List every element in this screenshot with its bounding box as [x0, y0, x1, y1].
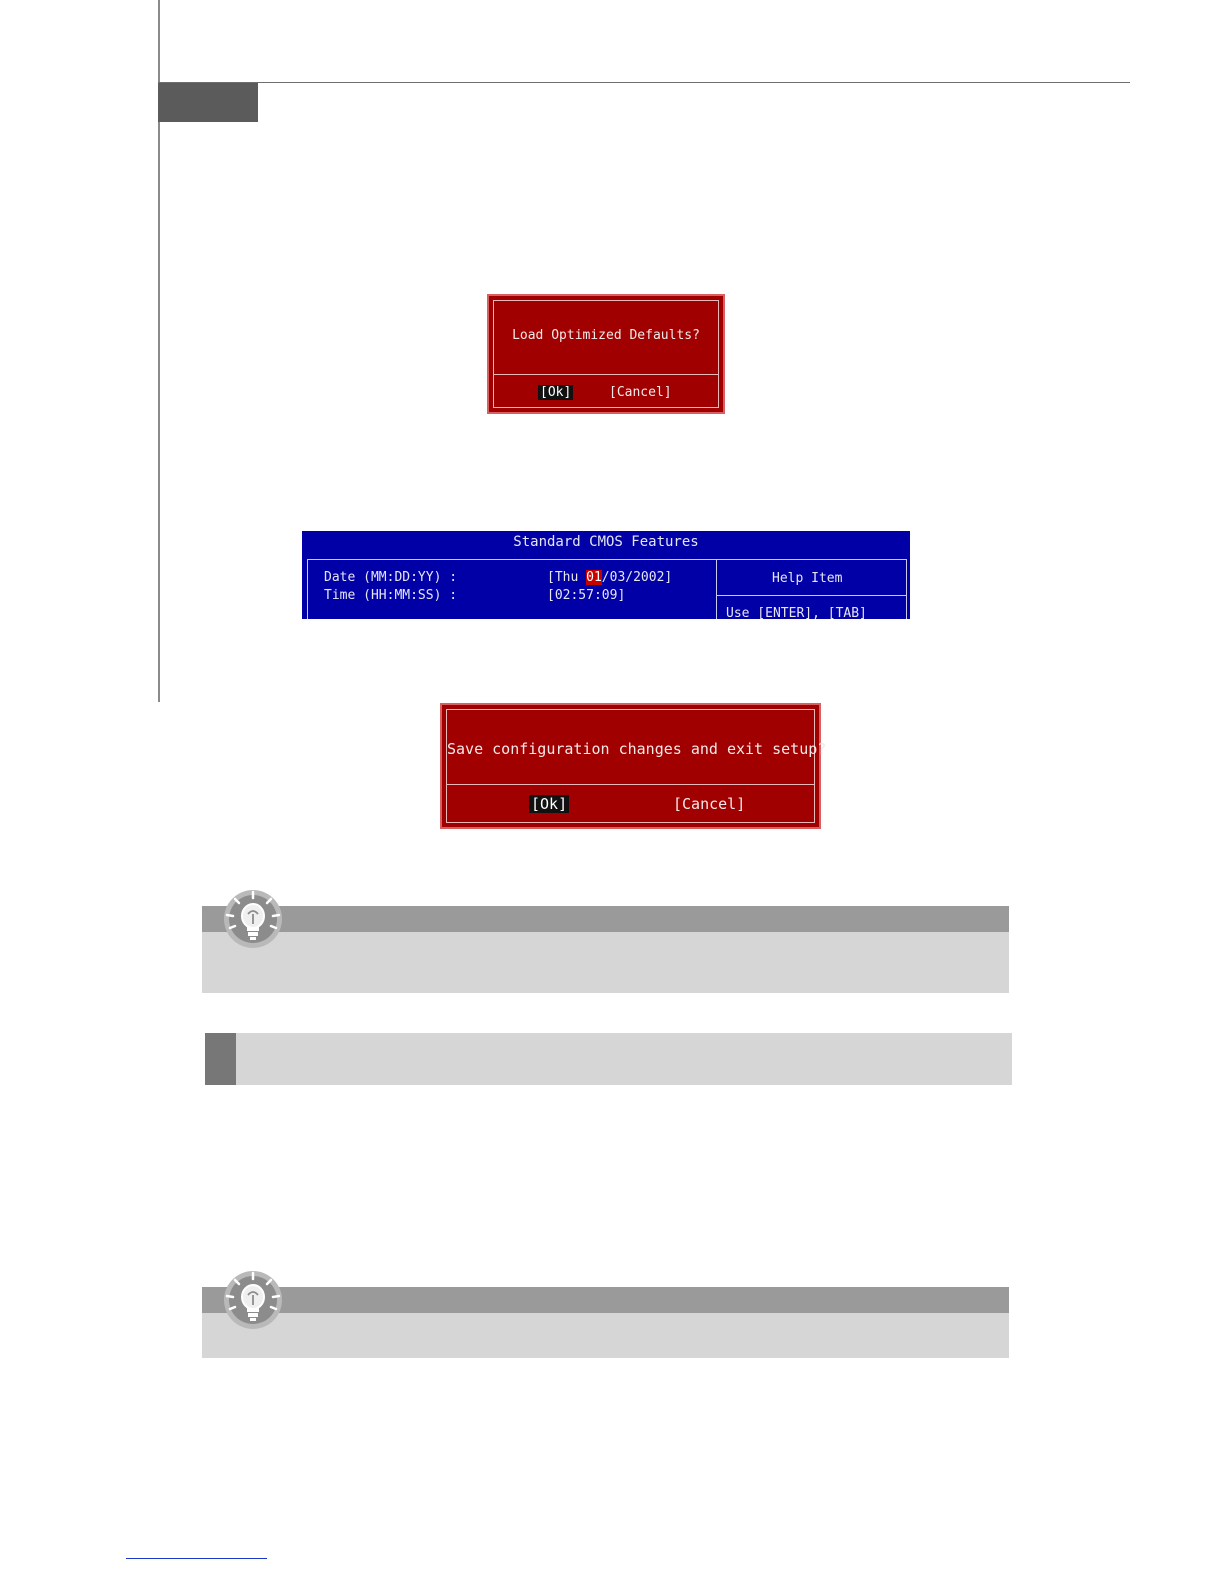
ok-button[interactable]: [Ok]: [540, 385, 572, 400]
help-item-title: Help Item: [772, 571, 843, 586]
dialog-inner-frame: [493, 300, 719, 408]
help-item-text: Use [ENTER], [TAB]: [726, 606, 867, 619]
dialog-divider: [447, 784, 814, 785]
time-value[interactable]: [02:57:09]: [547, 588, 626, 603]
lightbulb-note-icon: [222, 888, 284, 950]
dialog-message: Save configuration changes and exit setup?: [447, 740, 827, 758]
note-header-bar: [202, 1287, 1009, 1313]
note-box: [202, 906, 1009, 993]
date-month-highlight[interactable]: 01: [586, 570, 602, 585]
date-value[interactable]: [Thu 01/03/2002]: [547, 570, 673, 585]
save-exit-dialog: [440, 703, 827, 829]
date-label: Date (MM:DD:YY) :: [324, 570, 458, 585]
note-box: [202, 1287, 1009, 1358]
header-rule: [158, 82, 1130, 83]
chapter-tab: [158, 83, 258, 122]
dialog-message: Load Optimized Defaults?: [512, 328, 700, 343]
dialog-divider: [494, 374, 718, 375]
section-header-bar: [205, 1033, 1012, 1085]
section-marker: [205, 1033, 236, 1085]
cancel-button[interactable]: [Cancel]: [609, 385, 672, 400]
cmos-column-divider: [716, 559, 717, 619]
cmos-help-divider: [716, 595, 907, 596]
footnote-rule: [126, 1558, 267, 1559]
time-label: Time (HH:MM:SS) :: [324, 588, 458, 603]
note-header-bar: [202, 906, 1009, 932]
cancel-button[interactable]: [Cancel]: [673, 795, 746, 813]
dialog-inner-frame: [446, 709, 827, 823]
lightbulb-note-icon: [222, 1269, 284, 1331]
cmos-title: Standard CMOS Features: [513, 534, 699, 550]
cmos-features-screen: [302, 531, 910, 619]
load-defaults-dialog: [487, 294, 725, 414]
ok-button[interactable]: [Ok]: [531, 795, 568, 813]
